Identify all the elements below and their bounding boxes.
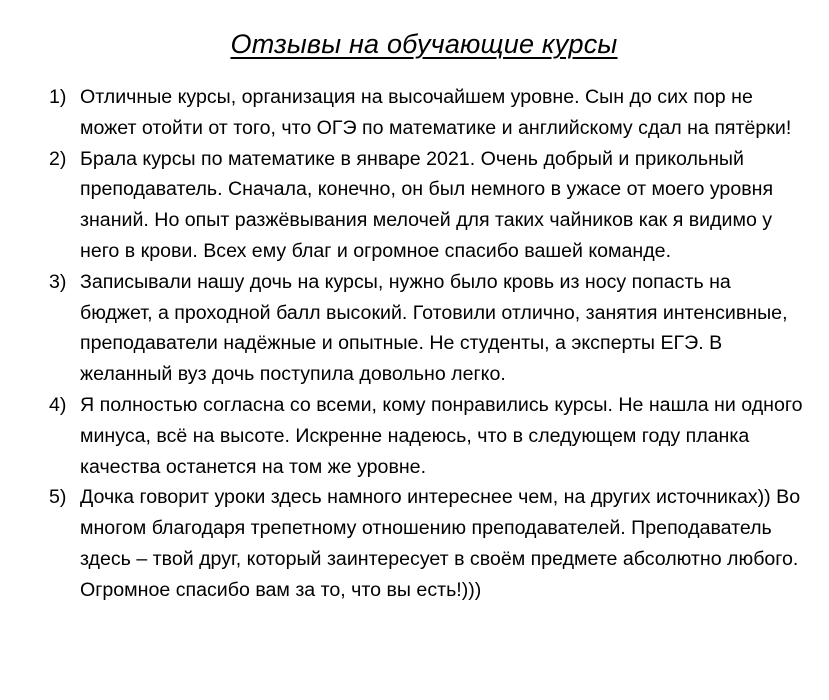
review-number: 3) (49, 270, 67, 293)
review-item-2 (0, 144, 829, 267)
review-text: Я полностью согласна со всеми, кому понравились курсы. Не нашла ни одного минуса, всё на высоте. Искренне надеюсь, что в следующем году планка качества останется на том же уровне. (80, 393, 803, 478)
review-text: Отличные курсы, организация на высочайшем уровне. Сын до сих пор не может отойти от того, что ОГЭ по математике и английскому сдал на пятёрки! (80, 86, 792, 139)
document-title: Отзывы на обучающие курсы (230, 29, 618, 59)
review-text: Дочка говорит уроки здесь намного интереснее чем, на других источниках)) Во многом благодаря трепетному отношению преподавателей. Преподаватель здесь – твой друг, который заинтересует в своём предмете абсолютно любого. Огромное спасибо вам за то, что вы есть!))) (80, 486, 801, 601)
review-number: 2) (49, 147, 67, 170)
review-text: Брала курсы по математике в январе 2021. Очень добрый и прикольный преподаватель. Сначала, конечно, он был немного в ужасе от моего уровня знаний. Но опыт разжёвывания мелочей для таких чайников как я видимо у него в крови. Всех ему благ и огромное спасибо вашей команде. (80, 147, 774, 262)
review-item-1 (0, 82, 829, 144)
review-text: Записывали нашу дочь на курсы, нужно было кровь из носу попасть на бюджет, а проходной балл высокий. Готовили отлично, занятия интенсивные, преподаватели надёжные и опытные. Не студенты, а эксперты ЕГЭ. В желанный вуз дочь поступила довольно легко. (80, 270, 788, 386)
review-item-4 (0, 390, 829, 482)
review-number: 4) (49, 393, 67, 416)
review-item-3 (0, 267, 829, 390)
reviews-list (0, 82, 829, 606)
review-number: 1) (49, 86, 67, 108)
review-item-5 (0, 482, 829, 605)
review-number: 5) (49, 486, 67, 509)
